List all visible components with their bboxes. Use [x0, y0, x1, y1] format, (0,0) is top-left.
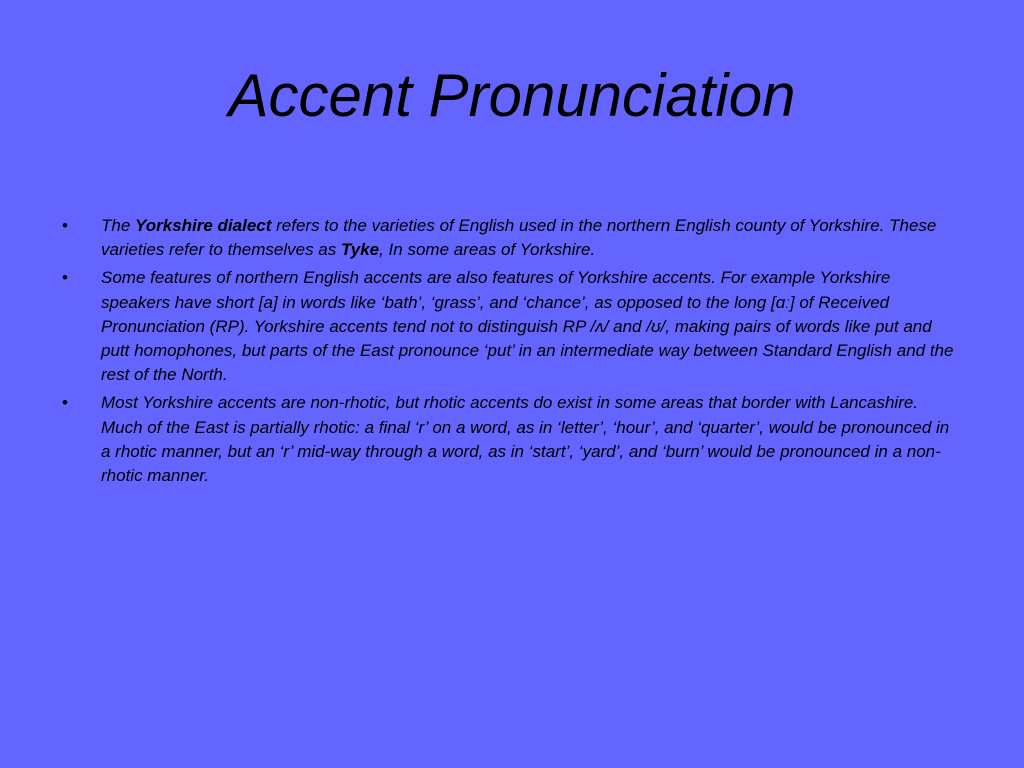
bullet-bold-term: Tyke — [340, 240, 380, 260]
bullet-text: Some features of northern English accents are also features of Yorkshire accents. For example Yorkshire speakers have short [a] in words like ‘bath’, ‘grass’, and ‘chance’, as opposed to the long [ɑː] of Received Pronunciation (RP). Yorkshire accents tend not to distinguish RP /ʌ/ and /ʊ/, making pairs of words like put and putt homophones, but parts of the East pronounce ‘put’ in an intermediate way between Standard English and the rest of the North. — [101, 268, 954, 385]
slide-title: Accent Pronunciation — [228, 62, 796, 129]
bullet-bold-term: Yorkshire dialect — [135, 216, 272, 235]
bullet-item-3 — [62, 391, 962, 488]
bullet-text-part: refers to the varieties of English used in the northern English county of Yorkshire. These varieties refer to themselves as — [101, 216, 937, 260]
bullet-item-2 — [62, 266, 962, 387]
bullet-text-part: The — [101, 216, 136, 235]
bullet-marker: • — [62, 393, 68, 413]
bullet-marker: • — [62, 268, 68, 288]
bullet-text-part: , In some areas of Yorkshire. — [379, 240, 596, 260]
bullet-list — [62, 214, 962, 492]
bullet-item-1 — [62, 214, 962, 262]
bullet-text: Most Yorkshire accents are non-rhotic, but rhotic accents do exist in some areas that border with Lancashire. Much of the East is partially rhotic: a final ‘r’ on a word, as in ‘letter’, ‘hour’, and ‘quarter’, would be pronounced in a rhotic manner, but an ‘r’ mid-way through a word, as in ‘start’, ‘yard’, and ‘burn’ would be pronounced in a non-rhotic manner. — [101, 393, 950, 486]
bullet-marker: • — [62, 216, 68, 235]
